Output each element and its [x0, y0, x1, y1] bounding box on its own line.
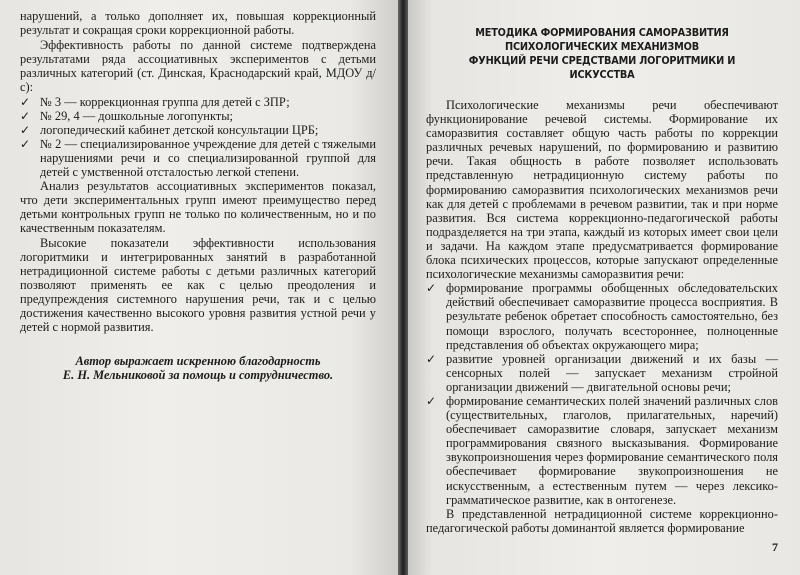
acknowledgement-line: Е. Н. Мельниковой за помощь и сотрудничество. — [62, 368, 334, 383]
list-item-text: № 2 — специализированное учреждение для детей с тяжелыми нарушениями речи и со специализированной группой для детей с умственной отсталостью легкой степени. — [40, 136, 376, 180]
check-icon: ✓ — [426, 281, 437, 296]
heading-line: МЕТОДИКА ФОРМИРОВАНИЯ САМОРАЗВИТИЯ ПСИХОЛОГИЧЕСКИХ МЕХАНИЗМОВ — [475, 27, 729, 53]
section-heading — [440, 26, 764, 82]
list-item-text: № 3 — коррекционная группа для детей с ЗПР; — [40, 94, 290, 109]
paragraph: Анализ результатов ассоциативных экспериментов показал, что дети экспериментальных групп имеют преимущество перед детьми контрольных групп не только по количественным, но и по качественным показателям. — [20, 179, 376, 236]
paragraph: Психологические механизмы речи обеспечивают функционирование речевой системы. Формирование их саморазвития составляет общую часть работы по коррекции различных речевых нарушений, по формированию и развитию речи. Такая общность в работе позволяет использовать представленную нетрадиционную систему работы по формированию саморазвития психологических механизмов речи как для детей с проблемами в речевом развитии, так и при норме развития. Вся система коррекционно-педагогической работы подразделяется на три этапа, каждый из которых имеет свои цели и задачи. На каждом этапе предусматривается формирование блока психических процессов, которые запускают определенные психологические механизмы саморазвития речи: — [426, 98, 778, 282]
check-icon: ✓ — [20, 136, 31, 151]
list-item-text: развитие уровней организации движений и их базы — сенсорных полей — запускает механизм стройной организации движений — двигательной основы речи; — [446, 351, 778, 394]
paragraph: Эффективность работы по данной системе подтверждена результатами ряда ассоциативных экспериментов с детьми различных категорий (ст. Динская, Краснодарский край, МДОУ д/с): — [20, 38, 376, 95]
list-item-text: логопедический кабинет детской консультации ЦРБ; — [40, 122, 319, 137]
acknowledgement — [20, 354, 376, 382]
list-item-text: № 29, 4 — дошкольные логопункты; — [40, 108, 233, 123]
list-item — [426, 281, 778, 351]
page-number: 7 — [772, 540, 778, 554]
right-page — [408, 0, 800, 575]
check-icon: ✓ — [20, 108, 31, 123]
list-item-text: формирование программы обобщенных обследовательских действий обеспечивает саморазвитие процесса восприятия. В результате ребенок обретает способность самостоятельно, без помощи взрослого, получать всестороннее, полноценные представления об объектах окружающего мира; — [446, 281, 778, 352]
list-item — [20, 137, 376, 179]
list-item — [426, 394, 778, 507]
list-item — [20, 95, 376, 109]
left-page — [0, 0, 398, 575]
list-item-text: формирование семантических полей значений различных слов (существительных, глаголов, прилагательных, наречий) обеспечивает саморазвитие словаря, запускает механизм программирования связного высказывания. Формирование звукопроизношения через формирование семантического поля обеспечивает формирование звукопроизношения не искусственным, а естественным путем — через лексико-грамматическое развитие, как в онтогенезе. — [446, 393, 778, 507]
acknowledgement-line: Автор выражает искренною благодарность — [75, 354, 321, 369]
check-icon: ✓ — [20, 94, 31, 109]
list-item — [20, 123, 376, 137]
paragraph: нарушений, а только дополняет их, повышая коррекционный результат и сокращая сроки коррекционной работы. — [20, 9, 376, 38]
check-icon: ✓ — [426, 393, 437, 408]
book-gutter — [398, 0, 408, 575]
list-item — [426, 352, 778, 394]
check-icon: ✓ — [426, 351, 437, 366]
check-icon: ✓ — [20, 122, 31, 137]
check-list — [426, 281, 778, 507]
list-item — [20, 109, 376, 123]
paragraph: Высокие показатели эффективности использования логоритмики и интегрированных занятий в разработанной нетрадиционной системе работы с детьми различных категорий позволяют применять ее как с целью преодоления и предупреждения системного нарушения речи, так и с целью достижения качественно высокого уровня развития устной речи у детей с нормой развития. — [20, 235, 376, 335]
paragraph: В представленной нетрадиционной системе коррекционно-педагогической работы доминантой является формирование — [426, 506, 778, 535]
check-list — [20, 95, 376, 180]
heading-line: ФУНКЦИЙ РЕЧИ СРЕДСТВАМИ ЛОГОРИТМИКИ И ИСКУССТВА — [468, 55, 736, 81]
